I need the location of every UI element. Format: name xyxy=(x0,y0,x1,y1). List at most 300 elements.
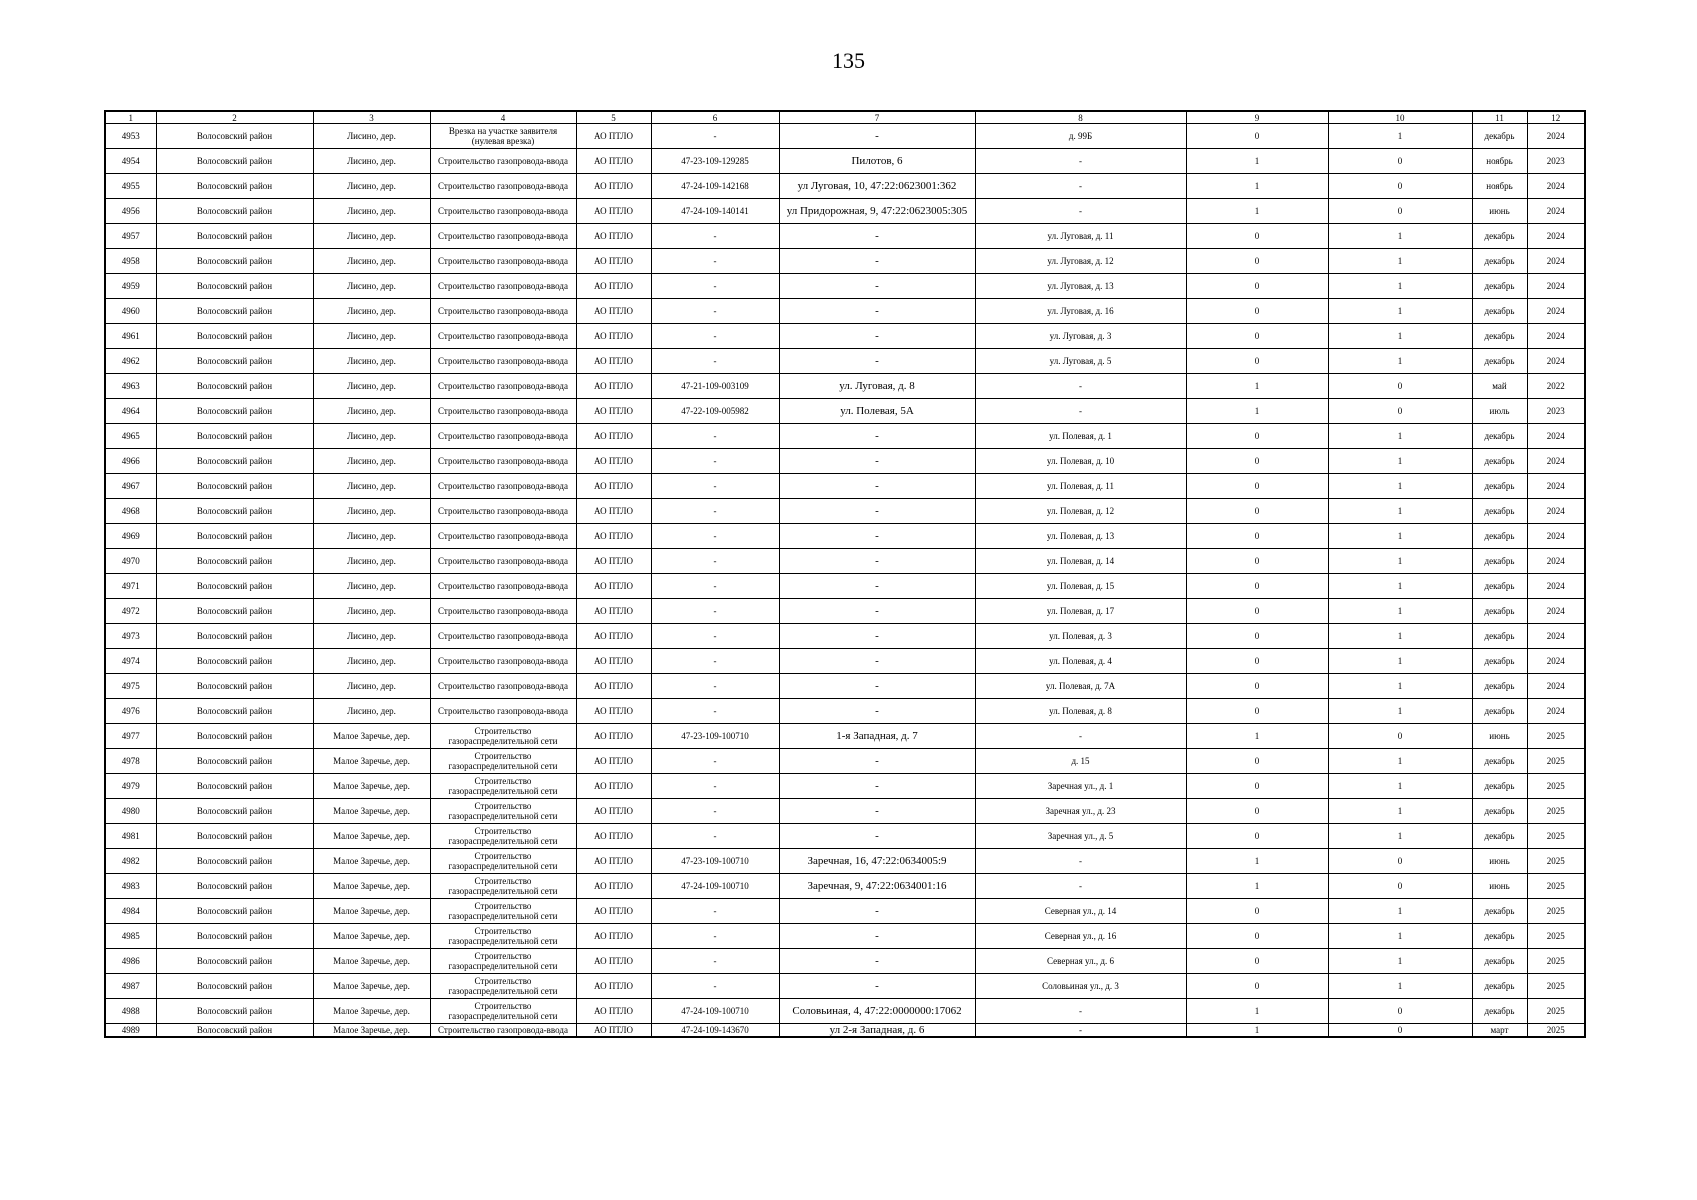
table-row xyxy=(105,599,1585,624)
table-cell-col-10: 1 xyxy=(1328,574,1472,599)
column-number-row xyxy=(105,111,1585,124)
table-cell-col-1: 4965 xyxy=(105,424,156,449)
table-cell-col-4: Строительство газопровода-ввода xyxy=(430,324,576,349)
table-cell-col-12: 2025 xyxy=(1527,874,1585,899)
table-cell-col-8: Заречная ул., д. 1 xyxy=(975,774,1186,799)
table-cell-col-7: - xyxy=(779,274,975,299)
gas-connection-registry-table xyxy=(104,110,1586,1038)
table-cell-col-4: Строительство газопровода-ввода xyxy=(430,674,576,699)
table-cell-col-4: Строительство газопровода-ввода xyxy=(430,549,576,574)
table-row xyxy=(105,699,1585,724)
table-cell-col-4: Строительство газопровода-ввода xyxy=(430,149,576,174)
table-cell-col-4: Строительство газопровода-ввода xyxy=(430,574,576,599)
table-cell-col-1: 4954 xyxy=(105,149,156,174)
table-cell-col-11: декабрь xyxy=(1472,424,1527,449)
table-cell-col-12: 2024 xyxy=(1527,199,1585,224)
table-row xyxy=(105,674,1585,699)
table-cell-col-6: 47-24-109-100710 xyxy=(651,874,779,899)
table-cell-col-11: декабрь xyxy=(1472,749,1527,774)
table-cell-col-10: 1 xyxy=(1328,949,1472,974)
table-cell-col-4: Строительство газораспределительной сети xyxy=(430,874,576,899)
table-cell-col-6: - xyxy=(651,424,779,449)
table-cell-col-10: 1 xyxy=(1328,899,1472,924)
table-cell-col-3: Малое Заречье, дер. xyxy=(313,849,430,874)
table-cell-col-1: 4956 xyxy=(105,199,156,224)
table-cell-col-5: АО ПТЛО xyxy=(576,399,651,424)
table-cell-col-12: 2023 xyxy=(1527,399,1585,424)
table-cell-col-2: Волосовский район xyxy=(156,574,313,599)
table-cell-col-7: ул 2-я Западная, д. 6 xyxy=(779,1024,975,1038)
table-cell-col-1: 4958 xyxy=(105,249,156,274)
table-cell-col-8: - xyxy=(975,999,1186,1024)
table-cell-col-11: декабрь xyxy=(1472,949,1527,974)
table-cell-col-8: ул. Луговая, д. 5 xyxy=(975,349,1186,374)
table-cell-col-7: - xyxy=(779,924,975,949)
table-cell-col-11: декабрь xyxy=(1472,499,1527,524)
table-cell-col-1: 4983 xyxy=(105,874,156,899)
table-cell-col-1: 4957 xyxy=(105,224,156,249)
table-cell-col-2: Волосовский район xyxy=(156,949,313,974)
table-cell-col-4: Строительство газораспределительной сети xyxy=(430,724,576,749)
table-cell-col-5: АО ПТЛО xyxy=(576,824,651,849)
table-cell-col-2: Волосовский район xyxy=(156,424,313,449)
table-cell-col-12: 2024 xyxy=(1527,424,1585,449)
table-row xyxy=(105,149,1585,174)
table-cell-col-1: 4967 xyxy=(105,474,156,499)
table-cell-col-6: 47-24-109-100710 xyxy=(651,999,779,1024)
table-cell-col-5: АО ПТЛО xyxy=(576,649,651,674)
table-cell-col-10: 1 xyxy=(1328,924,1472,949)
table-cell-col-9: 0 xyxy=(1186,574,1328,599)
table-cell-col-10: 0 xyxy=(1328,849,1472,874)
table-cell-col-6: 47-24-109-142168 xyxy=(651,174,779,199)
table-cell-col-9: 0 xyxy=(1186,249,1328,274)
table-cell-col-5: АО ПТЛО xyxy=(576,674,651,699)
table-cell-col-11: декабрь xyxy=(1472,349,1527,374)
table-cell-col-7: - xyxy=(779,749,975,774)
table-cell-col-1: 4989 xyxy=(105,1024,156,1038)
table-cell-col-2: Волосовский район xyxy=(156,374,313,399)
table-cell-col-7: - xyxy=(779,424,975,449)
table-cell-col-1: 4985 xyxy=(105,924,156,949)
table-cell-col-3: Лисино, дер. xyxy=(313,149,430,174)
table-cell-col-11: декабрь xyxy=(1472,449,1527,474)
table-cell-col-11: июль xyxy=(1472,399,1527,424)
column-header-8: 8 xyxy=(975,111,1186,124)
table-cell-col-6: - xyxy=(651,524,779,549)
table-cell-col-7: - xyxy=(779,799,975,824)
column-header-4: 4 xyxy=(430,111,576,124)
table-cell-col-7: - xyxy=(779,124,975,149)
table-cell-col-12: 2025 xyxy=(1527,774,1585,799)
table-cell-col-9: 0 xyxy=(1186,349,1328,374)
table-cell-col-2: Волосовский район xyxy=(156,824,313,849)
table-cell-col-10: 1 xyxy=(1328,349,1472,374)
table-cell-col-2: Волосовский район xyxy=(156,674,313,699)
table-cell-col-4: Строительство газораспределительной сети xyxy=(430,949,576,974)
table-row xyxy=(105,949,1585,974)
table-cell-col-6: 47-23-109-129285 xyxy=(651,149,779,174)
table-row xyxy=(105,849,1585,874)
table-cell-col-11: июнь xyxy=(1472,199,1527,224)
table-cell-col-5: АО ПТЛО xyxy=(576,474,651,499)
table-cell-col-5: АО ПТЛО xyxy=(576,624,651,649)
table-cell-col-3: Лисино, дер. xyxy=(313,174,430,199)
table-cell-col-8: - xyxy=(975,399,1186,424)
table-cell-col-2: Волосовский район xyxy=(156,524,313,549)
table-cell-col-12: 2025 xyxy=(1527,749,1585,774)
table-cell-col-3: Лисино, дер. xyxy=(313,499,430,524)
table-cell-col-8: Северная ул., д. 6 xyxy=(975,949,1186,974)
table-cell-col-12: 2025 xyxy=(1527,974,1585,999)
table-cell-col-3: Лисино, дер. xyxy=(313,424,430,449)
table-row xyxy=(105,549,1585,574)
table-cell-col-2: Волосовский район xyxy=(156,199,313,224)
table-cell-col-1: 4976 xyxy=(105,699,156,724)
table-cell-col-4: Строительство газопровода-ввода xyxy=(430,249,576,274)
table-cell-col-1: 4973 xyxy=(105,624,156,649)
table-cell-col-10: 1 xyxy=(1328,699,1472,724)
table-cell-col-6: - xyxy=(651,899,779,924)
table-row xyxy=(105,349,1585,374)
table-row xyxy=(105,574,1585,599)
table-cell-col-8: ул. Луговая, д. 13 xyxy=(975,274,1186,299)
column-header-1: 1 xyxy=(105,111,156,124)
table-cell-col-10: 0 xyxy=(1328,149,1472,174)
table-cell-col-10: 1 xyxy=(1328,224,1472,249)
table-cell-col-11: декабрь xyxy=(1472,999,1527,1024)
table-cell-col-11: ноябрь xyxy=(1472,174,1527,199)
table-cell-col-9: 1 xyxy=(1186,374,1328,399)
table-cell-col-6: - xyxy=(651,824,779,849)
table-cell-col-3: Малое Заречье, дер. xyxy=(313,924,430,949)
table-cell-col-12: 2022 xyxy=(1527,374,1585,399)
table-cell-col-1: 4984 xyxy=(105,899,156,924)
table-cell-col-3: Малое Заречье, дер. xyxy=(313,949,430,974)
table-cell-col-8: - xyxy=(975,174,1186,199)
table-cell-col-11: декабрь xyxy=(1472,924,1527,949)
table-cell-col-2: Волосовский район xyxy=(156,874,313,899)
table-cell-col-10: 0 xyxy=(1328,374,1472,399)
table-cell-col-11: декабрь xyxy=(1472,799,1527,824)
table-cell-col-8: - xyxy=(975,149,1186,174)
table-cell-col-9: 0 xyxy=(1186,524,1328,549)
table-cell-col-9: 0 xyxy=(1186,449,1328,474)
table-cell-col-6: - xyxy=(651,349,779,374)
table-cell-col-7: - xyxy=(779,624,975,649)
table-cell-col-8: ул. Луговая, д. 11 xyxy=(975,224,1186,249)
table-cell-col-6: - xyxy=(651,124,779,149)
table-cell-col-9: 0 xyxy=(1186,949,1328,974)
table-cell-col-1: 4962 xyxy=(105,349,156,374)
table-cell-col-3: Лисино, дер. xyxy=(313,474,430,499)
table-cell-col-8: - xyxy=(975,849,1186,874)
table-cell-col-1: 4982 xyxy=(105,849,156,874)
table-cell-col-1: 4953 xyxy=(105,124,156,149)
table-cell-col-8: ул. Полевая, д. 3 xyxy=(975,624,1186,649)
table-cell-col-11: декабрь xyxy=(1472,824,1527,849)
table-cell-col-11: декабрь xyxy=(1472,224,1527,249)
table-cell-col-3: Лисино, дер. xyxy=(313,699,430,724)
table-cell-col-10: 0 xyxy=(1328,724,1472,749)
table-cell-col-4: Строительство газораспределительной сети xyxy=(430,774,576,799)
table-cell-col-5: АО ПТЛО xyxy=(576,924,651,949)
table-cell-col-11: декабрь xyxy=(1472,674,1527,699)
table-cell-col-12: 2024 xyxy=(1527,224,1585,249)
table-cell-col-1: 4959 xyxy=(105,274,156,299)
table-cell-col-9: 0 xyxy=(1186,749,1328,774)
table-cell-col-5: АО ПТЛО xyxy=(576,424,651,449)
table-cell-col-9: 0 xyxy=(1186,624,1328,649)
table-cell-col-12: 2025 xyxy=(1527,849,1585,874)
table-cell-col-8: - xyxy=(975,374,1186,399)
table-cell-col-9: 0 xyxy=(1186,924,1328,949)
table-cell-col-11: декабрь xyxy=(1472,274,1527,299)
table-cell-col-3: Малое Заречье, дер. xyxy=(313,799,430,824)
table-row xyxy=(105,824,1585,849)
table-row xyxy=(105,324,1585,349)
table-cell-col-8: ул. Полевая, д. 8 xyxy=(975,699,1186,724)
table-cell-col-2: Волосовский район xyxy=(156,124,313,149)
table-cell-col-11: декабрь xyxy=(1472,524,1527,549)
table-row xyxy=(105,124,1585,149)
table-cell-col-6: - xyxy=(651,974,779,999)
table-cell-col-2: Волосовский район xyxy=(156,999,313,1024)
table-cell-col-4: Строительство газораспределительной сети xyxy=(430,899,576,924)
table-row xyxy=(105,924,1585,949)
table-cell-col-12: 2024 xyxy=(1527,624,1585,649)
table-cell-col-11: декабрь xyxy=(1472,624,1527,649)
table-cell-col-7: - xyxy=(779,649,975,674)
table-cell-col-5: АО ПТЛО xyxy=(576,224,651,249)
table-cell-col-5: АО ПТЛО xyxy=(576,974,651,999)
table-cell-col-5: АО ПТЛО xyxy=(576,249,651,274)
table-cell-col-7: 1-я Западная, д. 7 xyxy=(779,724,975,749)
table-cell-col-12: 2023 xyxy=(1527,149,1585,174)
table-cell-col-8: Северная ул., д. 14 xyxy=(975,899,1186,924)
table-cell-col-8: д. 15 xyxy=(975,749,1186,774)
table-cell-col-1: 4961 xyxy=(105,324,156,349)
table-cell-col-10: 1 xyxy=(1328,549,1472,574)
table-cell-col-5: АО ПТЛО xyxy=(576,799,651,824)
table-cell-col-12: 2024 xyxy=(1527,474,1585,499)
table-cell-col-4: Строительство газопровода-ввода xyxy=(430,599,576,624)
table-cell-col-10: 1 xyxy=(1328,524,1472,549)
table-cell-col-1: 4955 xyxy=(105,174,156,199)
column-header-6: 6 xyxy=(651,111,779,124)
table-cell-col-12: 2024 xyxy=(1527,324,1585,349)
table-cell-col-9: 0 xyxy=(1186,674,1328,699)
table-cell-col-9: 1 xyxy=(1186,399,1328,424)
table-cell-col-9: 1 xyxy=(1186,849,1328,874)
table-cell-col-5: АО ПТЛО xyxy=(576,874,651,899)
table-cell-col-6: - xyxy=(651,799,779,824)
table-cell-col-2: Волосовский район xyxy=(156,899,313,924)
table-cell-col-2: Волосовский район xyxy=(156,649,313,674)
table-cell-col-10: 1 xyxy=(1328,124,1472,149)
table-cell-col-12: 2024 xyxy=(1527,649,1585,674)
table-cell-col-10: 1 xyxy=(1328,624,1472,649)
table-cell-col-12: 2025 xyxy=(1527,724,1585,749)
table-cell-col-5: АО ПТЛО xyxy=(576,374,651,399)
table-cell-col-9: 0 xyxy=(1186,474,1328,499)
table-cell-col-12: 2024 xyxy=(1527,599,1585,624)
table-cell-col-7: - xyxy=(779,349,975,374)
table-cell-col-1: 4960 xyxy=(105,299,156,324)
table-row xyxy=(105,624,1585,649)
table-cell-col-12: 2025 xyxy=(1527,924,1585,949)
table-cell-col-4: Строительство газораспределительной сети xyxy=(430,749,576,774)
table-cell-col-9: 0 xyxy=(1186,649,1328,674)
table-cell-col-12: 2024 xyxy=(1527,674,1585,699)
table-cell-col-7: - xyxy=(779,774,975,799)
table-cell-col-3: Лисино, дер. xyxy=(313,249,430,274)
table-cell-col-1: 4972 xyxy=(105,599,156,624)
table-cell-col-10: 1 xyxy=(1328,424,1472,449)
table-cell-col-8: ул. Полевая, д. 1 xyxy=(975,424,1186,449)
table-cell-col-8: ул. Полевая, д. 4 xyxy=(975,649,1186,674)
table-cell-col-6: 47-21-109-003109 xyxy=(651,374,779,399)
table-cell-col-11: декабрь xyxy=(1472,974,1527,999)
table-cell-col-4: Строительство газораспределительной сети xyxy=(430,849,576,874)
table-cell-col-4: Строительство газопровода-ввода xyxy=(430,524,576,549)
table-cell-col-3: Малое Заречье, дер. xyxy=(313,999,430,1024)
table-cell-col-11: декабрь xyxy=(1472,324,1527,349)
table-cell-col-6: - xyxy=(651,599,779,624)
table-cell-col-5: АО ПТЛО xyxy=(576,499,651,524)
table-cell-col-10: 0 xyxy=(1328,174,1472,199)
table-cell-col-11: декабрь xyxy=(1472,774,1527,799)
table-cell-col-5: АО ПТЛО xyxy=(576,124,651,149)
table-cell-col-4: Строительство газораспределительной сети xyxy=(430,824,576,849)
table-cell-col-11: декабрь xyxy=(1472,474,1527,499)
table-cell-col-3: Лисино, дер. xyxy=(313,674,430,699)
table-cell-col-11: декабрь xyxy=(1472,599,1527,624)
table-cell-col-5: АО ПТЛО xyxy=(576,749,651,774)
table-cell-col-1: 4969 xyxy=(105,524,156,549)
table-cell-col-5: АО ПТЛО xyxy=(576,149,651,174)
table-cell-col-7: - xyxy=(779,899,975,924)
table-cell-col-2: Волосовский район xyxy=(156,449,313,474)
table-row xyxy=(105,224,1585,249)
table-cell-col-10: 0 xyxy=(1328,399,1472,424)
column-header-12: 12 xyxy=(1527,111,1585,124)
table-cell-col-6: - xyxy=(651,249,779,274)
table-cell-col-1: 4966 xyxy=(105,449,156,474)
table-cell-col-4: Строительство газопровода-ввода xyxy=(430,474,576,499)
table-cell-col-3: Лисино, дер. xyxy=(313,199,430,224)
table-cell-col-7: - xyxy=(779,949,975,974)
table-cell-col-6: - xyxy=(651,499,779,524)
table-cell-col-2: Волосовский район xyxy=(156,299,313,324)
table-cell-col-11: март xyxy=(1472,1024,1527,1038)
table-cell-col-4: Строительство газопровода-ввода xyxy=(430,224,576,249)
table-cell-col-5: АО ПТЛО xyxy=(576,899,651,924)
table-cell-col-9: 0 xyxy=(1186,424,1328,449)
table-cell-col-7: - xyxy=(779,224,975,249)
table-cell-col-6: - xyxy=(651,749,779,774)
table-cell-col-7: Соловьиная, 4, 47:22:0000000:17062 xyxy=(779,999,975,1024)
table-cell-col-2: Волосовский район xyxy=(156,499,313,524)
table-cell-col-10: 0 xyxy=(1328,1024,1472,1038)
table-cell-col-5: АО ПТЛО xyxy=(576,524,651,549)
table-cell-col-7: - xyxy=(779,824,975,849)
table-cell-col-9: 0 xyxy=(1186,824,1328,849)
table-cell-col-8: ул. Полевая, д. 10 xyxy=(975,449,1186,474)
table-row xyxy=(105,749,1585,774)
table-cell-col-12: 2025 xyxy=(1527,899,1585,924)
table-cell-col-7: - xyxy=(779,974,975,999)
table-cell-col-3: Лисино, дер. xyxy=(313,574,430,599)
table-cell-col-12: 2024 xyxy=(1527,499,1585,524)
table-cell-col-9: 1 xyxy=(1186,174,1328,199)
table-cell-col-8: д. 99Б xyxy=(975,124,1186,149)
table-cell-col-9: 1 xyxy=(1186,724,1328,749)
table-cell-col-11: декабрь xyxy=(1472,549,1527,574)
table-cell-col-6: - xyxy=(651,624,779,649)
table-cell-col-10: 1 xyxy=(1328,649,1472,674)
table-cell-col-10: 1 xyxy=(1328,449,1472,474)
table-cell-col-4: Строительство газопровода-ввода xyxy=(430,449,576,474)
table-cell-col-10: 1 xyxy=(1328,499,1472,524)
table-cell-col-3: Лисино, дер. xyxy=(313,349,430,374)
table-cell-col-1: 4979 xyxy=(105,774,156,799)
table-row xyxy=(105,449,1585,474)
table-cell-col-6: - xyxy=(651,574,779,599)
table-cell-col-8: - xyxy=(975,724,1186,749)
table-cell-col-6: - xyxy=(651,924,779,949)
table-cell-col-11: декабрь xyxy=(1472,649,1527,674)
table-cell-col-6: - xyxy=(651,549,779,574)
table-cell-col-9: 0 xyxy=(1186,224,1328,249)
table-cell-col-9: 0 xyxy=(1186,499,1328,524)
table-cell-col-11: июнь xyxy=(1472,874,1527,899)
table-cell-col-11: ноябрь xyxy=(1472,149,1527,174)
table-cell-col-7: - xyxy=(779,499,975,524)
table-cell-col-1: 4986 xyxy=(105,949,156,974)
table-cell-col-7: - xyxy=(779,549,975,574)
table-cell-col-11: декабрь xyxy=(1472,899,1527,924)
table-cell-col-3: Малое Заречье, дер. xyxy=(313,749,430,774)
table-cell-col-1: 4977 xyxy=(105,724,156,749)
table-cell-col-10: 1 xyxy=(1328,799,1472,824)
table-cell-col-10: 0 xyxy=(1328,874,1472,899)
table-cell-col-2: Волосовский район xyxy=(156,599,313,624)
table-cell-col-6: 47-24-109-140141 xyxy=(651,199,779,224)
table-cell-col-7: - xyxy=(779,249,975,274)
table-row xyxy=(105,199,1585,224)
table-cell-col-3: Лисино, дер. xyxy=(313,549,430,574)
table-cell-col-2: Волосовский район xyxy=(156,699,313,724)
table-cell-col-4: Строительство газопровода-ввода xyxy=(430,699,576,724)
table-cell-col-7: ул. Полевая, 5А xyxy=(779,399,975,424)
table-cell-col-4: Строительство газопровода-ввода xyxy=(430,399,576,424)
table-cell-col-9: 1 xyxy=(1186,1024,1328,1038)
table-cell-col-5: АО ПТЛО xyxy=(576,299,651,324)
table-cell-col-10: 1 xyxy=(1328,974,1472,999)
table-cell-col-6: - xyxy=(651,324,779,349)
table-cell-col-1: 4970 xyxy=(105,549,156,574)
table-row xyxy=(105,524,1585,549)
table-cell-col-10: 1 xyxy=(1328,674,1472,699)
table-cell-col-10: 1 xyxy=(1328,474,1472,499)
table-cell-col-9: 0 xyxy=(1186,124,1328,149)
table-row xyxy=(105,899,1585,924)
table-cell-col-11: май xyxy=(1472,374,1527,399)
table-cell-col-11: июнь xyxy=(1472,849,1527,874)
table-cell-col-6: 47-23-109-100710 xyxy=(651,724,779,749)
table-cell-col-2: Волосовский район xyxy=(156,549,313,574)
